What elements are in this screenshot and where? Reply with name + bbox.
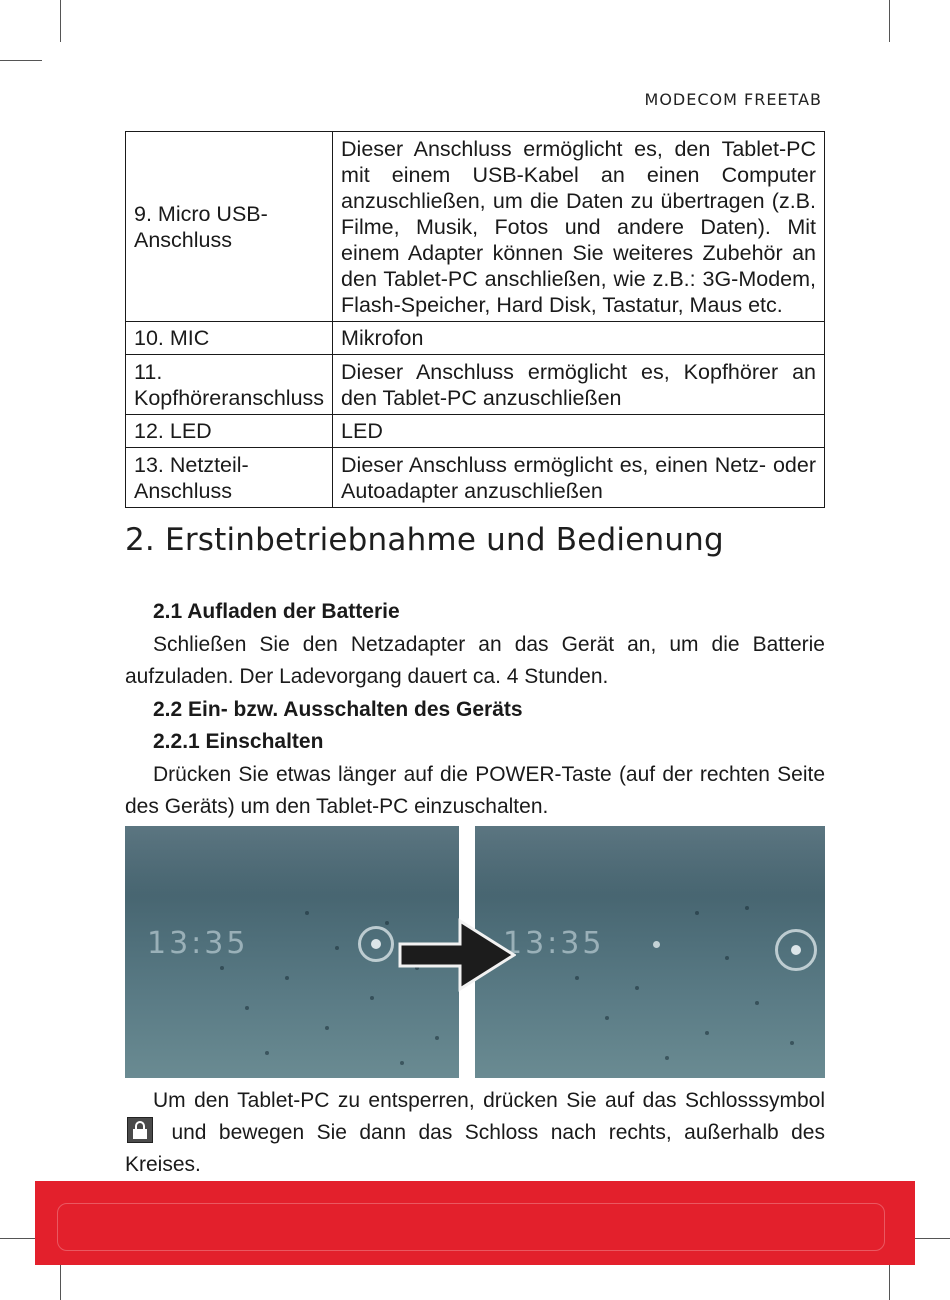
crop-mark <box>0 60 42 61</box>
table-cell-label: 10. MIC <box>126 322 333 355</box>
subsection-title: 2.2 Ein- bzw. Ausschalten des Geräts <box>153 698 523 721</box>
lockscreen-screenshot-after <box>475 826 825 1078</box>
paragraph: Schließen Sie den Netzadapter an das Gerät an, um die Batterie aufzuladen. Der Ladevorgang dauert ca. 4 Stunden. <box>125 633 825 688</box>
spec-table <box>125 131 825 508</box>
table-cell-description: Dieser Anschluss ermöglicht es, einen Netz- oder Autoadapter anzuschließen <box>333 448 825 508</box>
subsection-title: 2.2.1 Einschalten <box>153 730 324 753</box>
table-row <box>126 448 825 508</box>
subsection-title: 2.1 Aufladen der Batterie <box>153 600 400 623</box>
clock-text: 13:35 <box>503 926 605 961</box>
table-cell-description: Dieser Anschluss ermöglicht es, Kopfhörer an den Tablet-PC anzuschließen <box>333 355 825 415</box>
lock-ring-icon <box>775 929 817 971</box>
section-title: 2. Erstinbetriebnahme und Bedienung <box>125 522 724 558</box>
table-row <box>126 322 825 355</box>
lock-icon <box>127 1117 153 1143</box>
table-cell-description: LED <box>333 415 825 448</box>
table-cell-description: Dieser Anschluss ermöglicht es, den Tablet-PC mit einem USB-Kabel an einen Computer anzuschließen, um die Daten zu übertragen (z.B. Filme, Musik, Fotos und andere Daten). Mit einem Adapter können Sie weiteres Zubehör an den Tablet-PC anschließen, wie z.B.: 3G-Modem, Flash-Speicher, Hard Disk, Tastatur, Maus etc. <box>333 132 825 322</box>
table-cell-label: 9. Micro USB-Anschluss <box>126 132 333 322</box>
paragraph: Drücken Sie etwas länger auf die POWER-Taste (auf der rechten Seite des Geräts) um den Tablet-PC einzuschalten. <box>125 763 825 818</box>
lock-ring-icon <box>358 926 394 962</box>
table-cell-label: 12. LED <box>126 415 333 448</box>
table-row <box>126 415 825 448</box>
unlock-text-before: Um den Tablet-PC zu entsperren, drücken Sie auf das Schlosssymbol <box>153 1089 825 1112</box>
clock-text: 13:35 <box>147 926 249 961</box>
arrow-right-icon <box>398 918 516 992</box>
running-header: MODECOM FREETAB <box>644 90 822 109</box>
unlock-text-after: und bewegen Sie dann das Schloss nach rechts, außerhalb des Kreises. <box>125 1121 825 1176</box>
table-row <box>126 132 825 322</box>
crop-mark <box>889 0 890 42</box>
table-cell-description: Mikrofon <box>333 322 825 355</box>
table-cell-label: 11. Kopfhöreranschluss <box>126 355 333 415</box>
footer-frame <box>57 1203 885 1251</box>
footer-bar <box>35 1181 915 1265</box>
paragraph <box>125 1085 825 1181</box>
table-row <box>126 355 825 415</box>
crop-mark <box>60 0 61 42</box>
table-cell-label: 13. Netzteil-Anschluss <box>126 448 333 508</box>
